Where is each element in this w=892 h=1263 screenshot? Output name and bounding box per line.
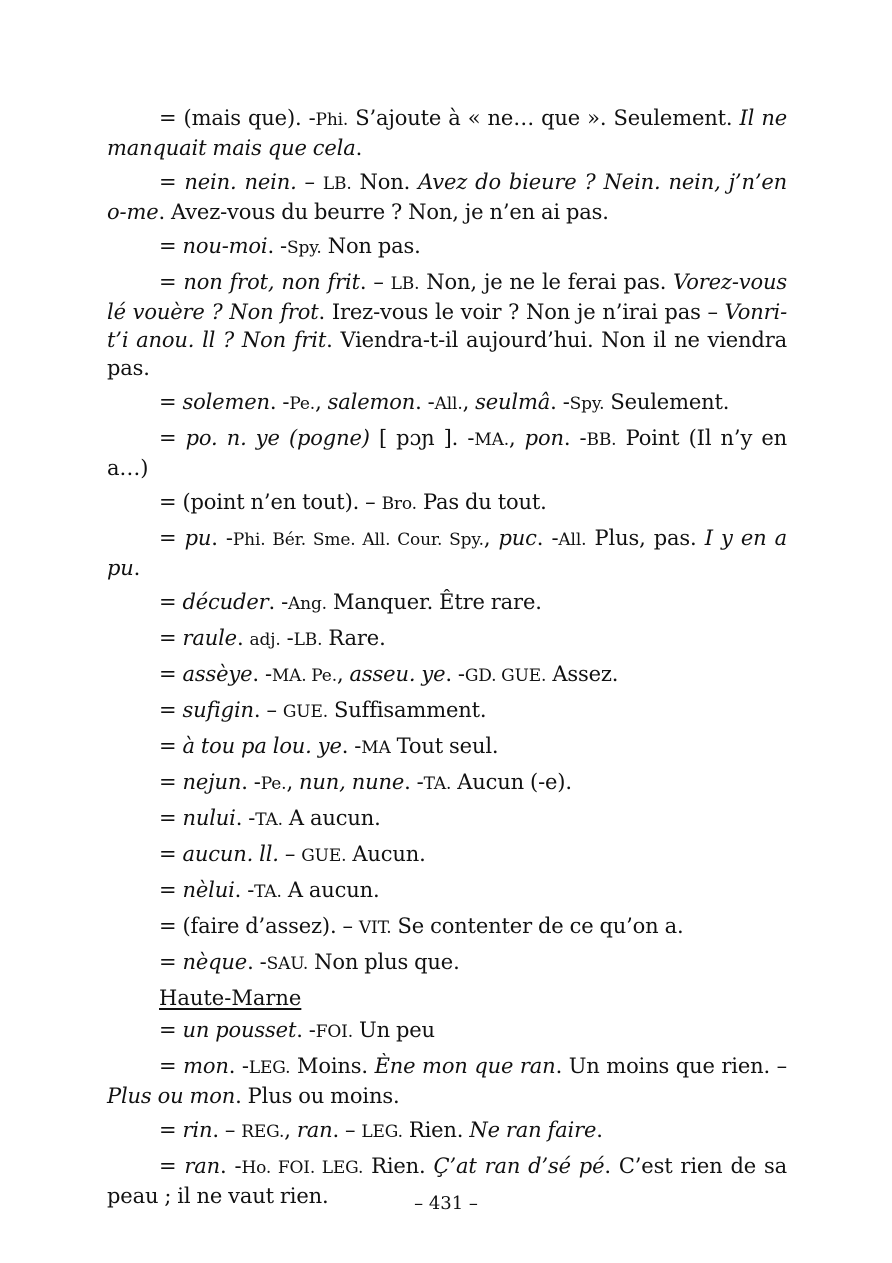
entry-italic-text: nului [182,806,236,830]
entry-italic-text: Plus ou mon [107,1084,236,1108]
entry-text: = [159,234,183,258]
entry-text: = [159,590,183,614]
entry-text: , [483,526,499,550]
entry-source-abbrev: GD. GUE. [464,666,547,686]
entry-italic-text: asseu. ye [349,662,446,686]
dictionary-entry [107,588,787,618]
entry-italic-text: à tou pa lou. ye [182,734,342,758]
entry-text: . - [536,526,559,550]
entry-text: Un peu [353,1018,435,1042]
entry-text: . - [228,1054,249,1078]
entry-italic-text: Il ne manquait mais que cela [107,106,787,160]
entry-source-abbrev: SAU. [266,954,309,974]
entry-source-abbrev: Ang. [288,594,327,614]
entry-text: . – [253,698,283,722]
dictionary-entry [107,168,787,226]
entry-source-abbrev: FOI. [315,1022,354,1042]
entry-text: = [159,770,183,794]
entry-text: = [159,806,183,830]
entry-text: = (mais que). - [159,106,316,130]
entry-text: Se contenter de ce qu’on a. [391,914,684,938]
dictionary-entry [107,840,787,870]
entry-source-abbrev: All. [434,394,463,414]
entry-text: Moins. [290,1054,375,1078]
entry-text: . Viendra-t-il aujourd’hui. Non il ne viendra pas. [107,328,787,380]
entry-text: Pas du tout. [416,490,547,514]
entry-text: = [159,526,185,550]
entry-text: . – [359,270,391,294]
entry-text: Non. [351,170,419,194]
section-heading: Haute-Marne [159,986,302,1010]
entry-text: = [159,1054,184,1078]
entry-text: , [286,770,300,794]
entry-text: = [159,734,183,758]
entry-text: . [133,556,141,580]
entry-text: = [159,1118,183,1142]
entry-text: = [159,950,183,974]
entry-text: . - [234,878,255,902]
entry-source-abbrev: Pe. [260,774,287,794]
dictionary-entry [107,696,787,726]
entry-italic-text: aucun. ll. [182,842,279,866]
entry-text: = [159,662,183,686]
entries-group [107,104,787,978]
entry-text: . - [247,950,267,974]
entry-italic-text: rin [182,1118,213,1142]
entry-source-abbrev: BB. [586,430,617,450]
dictionary-entry [107,388,787,418]
entry-text: Manquer. Être rare. [326,590,542,614]
dictionary-entry [107,524,787,582]
dictionary-entry [107,232,787,262]
dictionary-entry [107,268,787,382]
entry-text: . C’est rien de sa peau ; il ne vaut rien. [107,1154,787,1208]
entry-italic-text: puc [498,526,537,550]
text-body [107,104,787,1216]
entry-italic-text: décuder [182,590,269,614]
entry-text: Rare. [322,626,386,650]
entry-source-abbrev: GUE. [282,702,328,722]
entry-source-abbrev: All. [558,530,587,550]
entry-text: . - [268,590,289,614]
entry-text: S’ajoute à « ne… que ». Seulement. [348,106,740,130]
entry-italic-text: ran [184,1154,221,1178]
entry-italic-text: un pousset [182,1018,297,1042]
entry-text: . - [211,526,233,550]
dictionary-entry [107,660,787,690]
dictionary-entry [107,804,787,834]
entry-text: = [159,270,184,294]
entry-source-abbrev: MA [361,738,391,758]
entry-text: [ pɔɲ ]. - [369,426,475,450]
entry-italic-text: nein. nein. [184,170,297,194]
entry-text: - [280,626,294,650]
dictionary-entry [107,732,787,762]
entry-italic-text: ran [296,1118,333,1142]
entry-italic-text: salemon [327,390,416,414]
entry-text: Rien. [363,1154,434,1178]
entry-text: , [336,662,350,686]
entry-text: , [315,390,328,414]
entry-text: Non pas. [321,234,421,258]
entry-source-abbrev: Pe. [289,394,316,414]
entry-source-abbrev: LB. [390,274,420,294]
entry-text: . – [212,1118,242,1142]
entry-source-abbrev: REG. [241,1122,285,1142]
entry-text: – [278,842,302,866]
entry-italic-text: raule [182,626,237,650]
entry-text: Non, je ne le ferai pas. [419,270,674,294]
entry-text: = [159,1154,185,1178]
entry-italic-text: pon [524,426,564,450]
entry-text: Point (Il n’y en a…) [107,426,787,480]
dictionary-entry [107,104,787,162]
dictionary-entry [107,488,787,518]
entry-italic-text: assèye [182,662,253,686]
entry-source-abbrev: Spy. [569,394,605,414]
entry-italic-text: Avez do bieure ? Nein. nein, j’n’en o-me [107,170,788,224]
entry-text: = [159,626,183,650]
entry-italic-text: non frot, non frit [183,270,360,294]
entry-text: Aucun (-e). [451,770,572,794]
entry-text: . - [267,234,287,258]
entry-text: . Plus ou moins. [235,1084,400,1108]
entry-italic-text: pu [184,526,212,550]
entry-italic-text: I y en a pu [107,526,788,580]
entries-group [107,1016,787,1210]
entry-text: . Un moins que rien. – [555,1054,787,1078]
entry-text: = [159,390,183,414]
dictionary-entry [107,624,787,654]
entry-source-abbrev: LEG. [361,1122,403,1142]
entry-text: Suffisamment. [327,698,487,722]
entry-text: Seulement. [604,390,730,414]
dictionary-entry [107,912,787,942]
entry-text: . [355,136,363,160]
entry-text: , [508,426,525,450]
entry-source-abbrev: LEG. [248,1058,291,1078]
entry-text: Non plus que. [308,950,460,974]
entry-text: . - [235,806,256,830]
entry-text: , [462,390,476,414]
entry-text: . - [550,390,570,414]
dictionary-entry [107,768,787,798]
entry-text: = [159,842,183,866]
entry-source-abbrev: TA. [255,810,283,830]
entry-text: . Irez-vous le voir ? Non je n’irai pas – [318,300,725,324]
entry-italic-text: nejun [182,770,242,794]
entry-text: = [159,1018,183,1042]
entry-italic-text: seulmâ [475,390,551,414]
dictionary-entry [107,948,787,978]
entry-text: . [236,626,250,650]
entry-text: . - [415,390,435,414]
entry-text: = [159,878,183,902]
entry-italic-text: mon [183,1054,229,1078]
entry-text: = [159,426,186,450]
entry-text: . Avez-vous du beurre ? Non, je n’en ai pas. [158,200,609,224]
dictionary-entry [107,1116,787,1146]
entry-italic-text: sufigin [182,698,254,722]
entry-text: A aucun. [282,806,381,830]
entry-text: Plus, pas. [586,526,705,550]
entry-source-abbrev: Ho. FOI. LEG. [241,1158,364,1178]
entry-text: . - [296,1018,316,1042]
dictionary-entry [107,424,787,482]
entry-text: , [284,1118,297,1142]
entry-text: . - [445,662,465,686]
entry-text: . - [404,770,424,794]
entry-source-abbrev: TA. [254,882,282,902]
entry-source-abbrev: VIT. [358,918,392,938]
page-number: – 431 – [414,1193,478,1214]
entry-text: . - [241,770,261,794]
entry-italic-text: Ne ran faire [469,1118,597,1142]
entry-italic-text: Vorez-vous lé vouère ? Non frot [107,270,787,324]
entry-source-abbrev: Spy. [287,238,322,258]
entry-text: . – [332,1118,362,1142]
entry-text: = [159,698,183,722]
entry-text: . - [220,1154,242,1178]
dictionary-entry [107,1052,787,1110]
entry-text: . - [269,390,290,414]
entry-text: = (faire d’assez). – [159,914,359,938]
entry-source-abbrev: GUE. [301,846,347,866]
entry-text: – [296,170,323,194]
entry-text: . - [341,734,362,758]
entry-text: Aucun. [346,842,426,866]
entry-source-abbrev: Phi. [315,110,349,130]
entry-italic-text: nun, nune [299,770,405,794]
dictionary-entry [107,876,787,906]
entry-source-abbrev: Phi. Bér. Sme. All. Cour. Spy. [232,530,484,550]
entry-source-abbrev: MA. [474,430,509,450]
dictionary-entry [107,1016,787,1046]
entry-source-abbrev: LB. [293,630,323,650]
entry-italic-text: nèque [182,950,248,974]
entry-text: . - [563,426,587,450]
entry-italic-text: po. n. ye (pogne) [185,426,370,450]
entry-text: Rien. [402,1118,470,1142]
entry-text: A aucun. [281,878,380,902]
entry-text: . [596,1118,603,1142]
entry-italic-text: Ène mon que ran [374,1054,556,1078]
entry-text: Assez. [546,662,619,686]
entry-italic-text: Vonri-t’i anou. ll ? Non frit [107,300,788,352]
entry-italic-text: nou-moi [182,234,268,258]
entry-source-abbrev: LB. [322,174,352,194]
entry-text: = (point n’en tout). – [159,490,382,514]
entry-italic-text: solemen [182,390,270,414]
entry-text: Tout seul. [390,734,499,758]
entry-italic-text: Ç’at ran d’sé pé [433,1154,605,1178]
entry-italic-text: nèlui [182,878,235,902]
entry-text: = [159,170,185,194]
entry-source-abbrev: Bro. [381,494,417,514]
entry-source-abbrev: MA. Pe. [271,666,337,686]
entry-source-abbrev: TA. [423,774,452,794]
entry-source-abbrev: adj. [249,630,281,650]
entry-text: . - [252,662,272,686]
